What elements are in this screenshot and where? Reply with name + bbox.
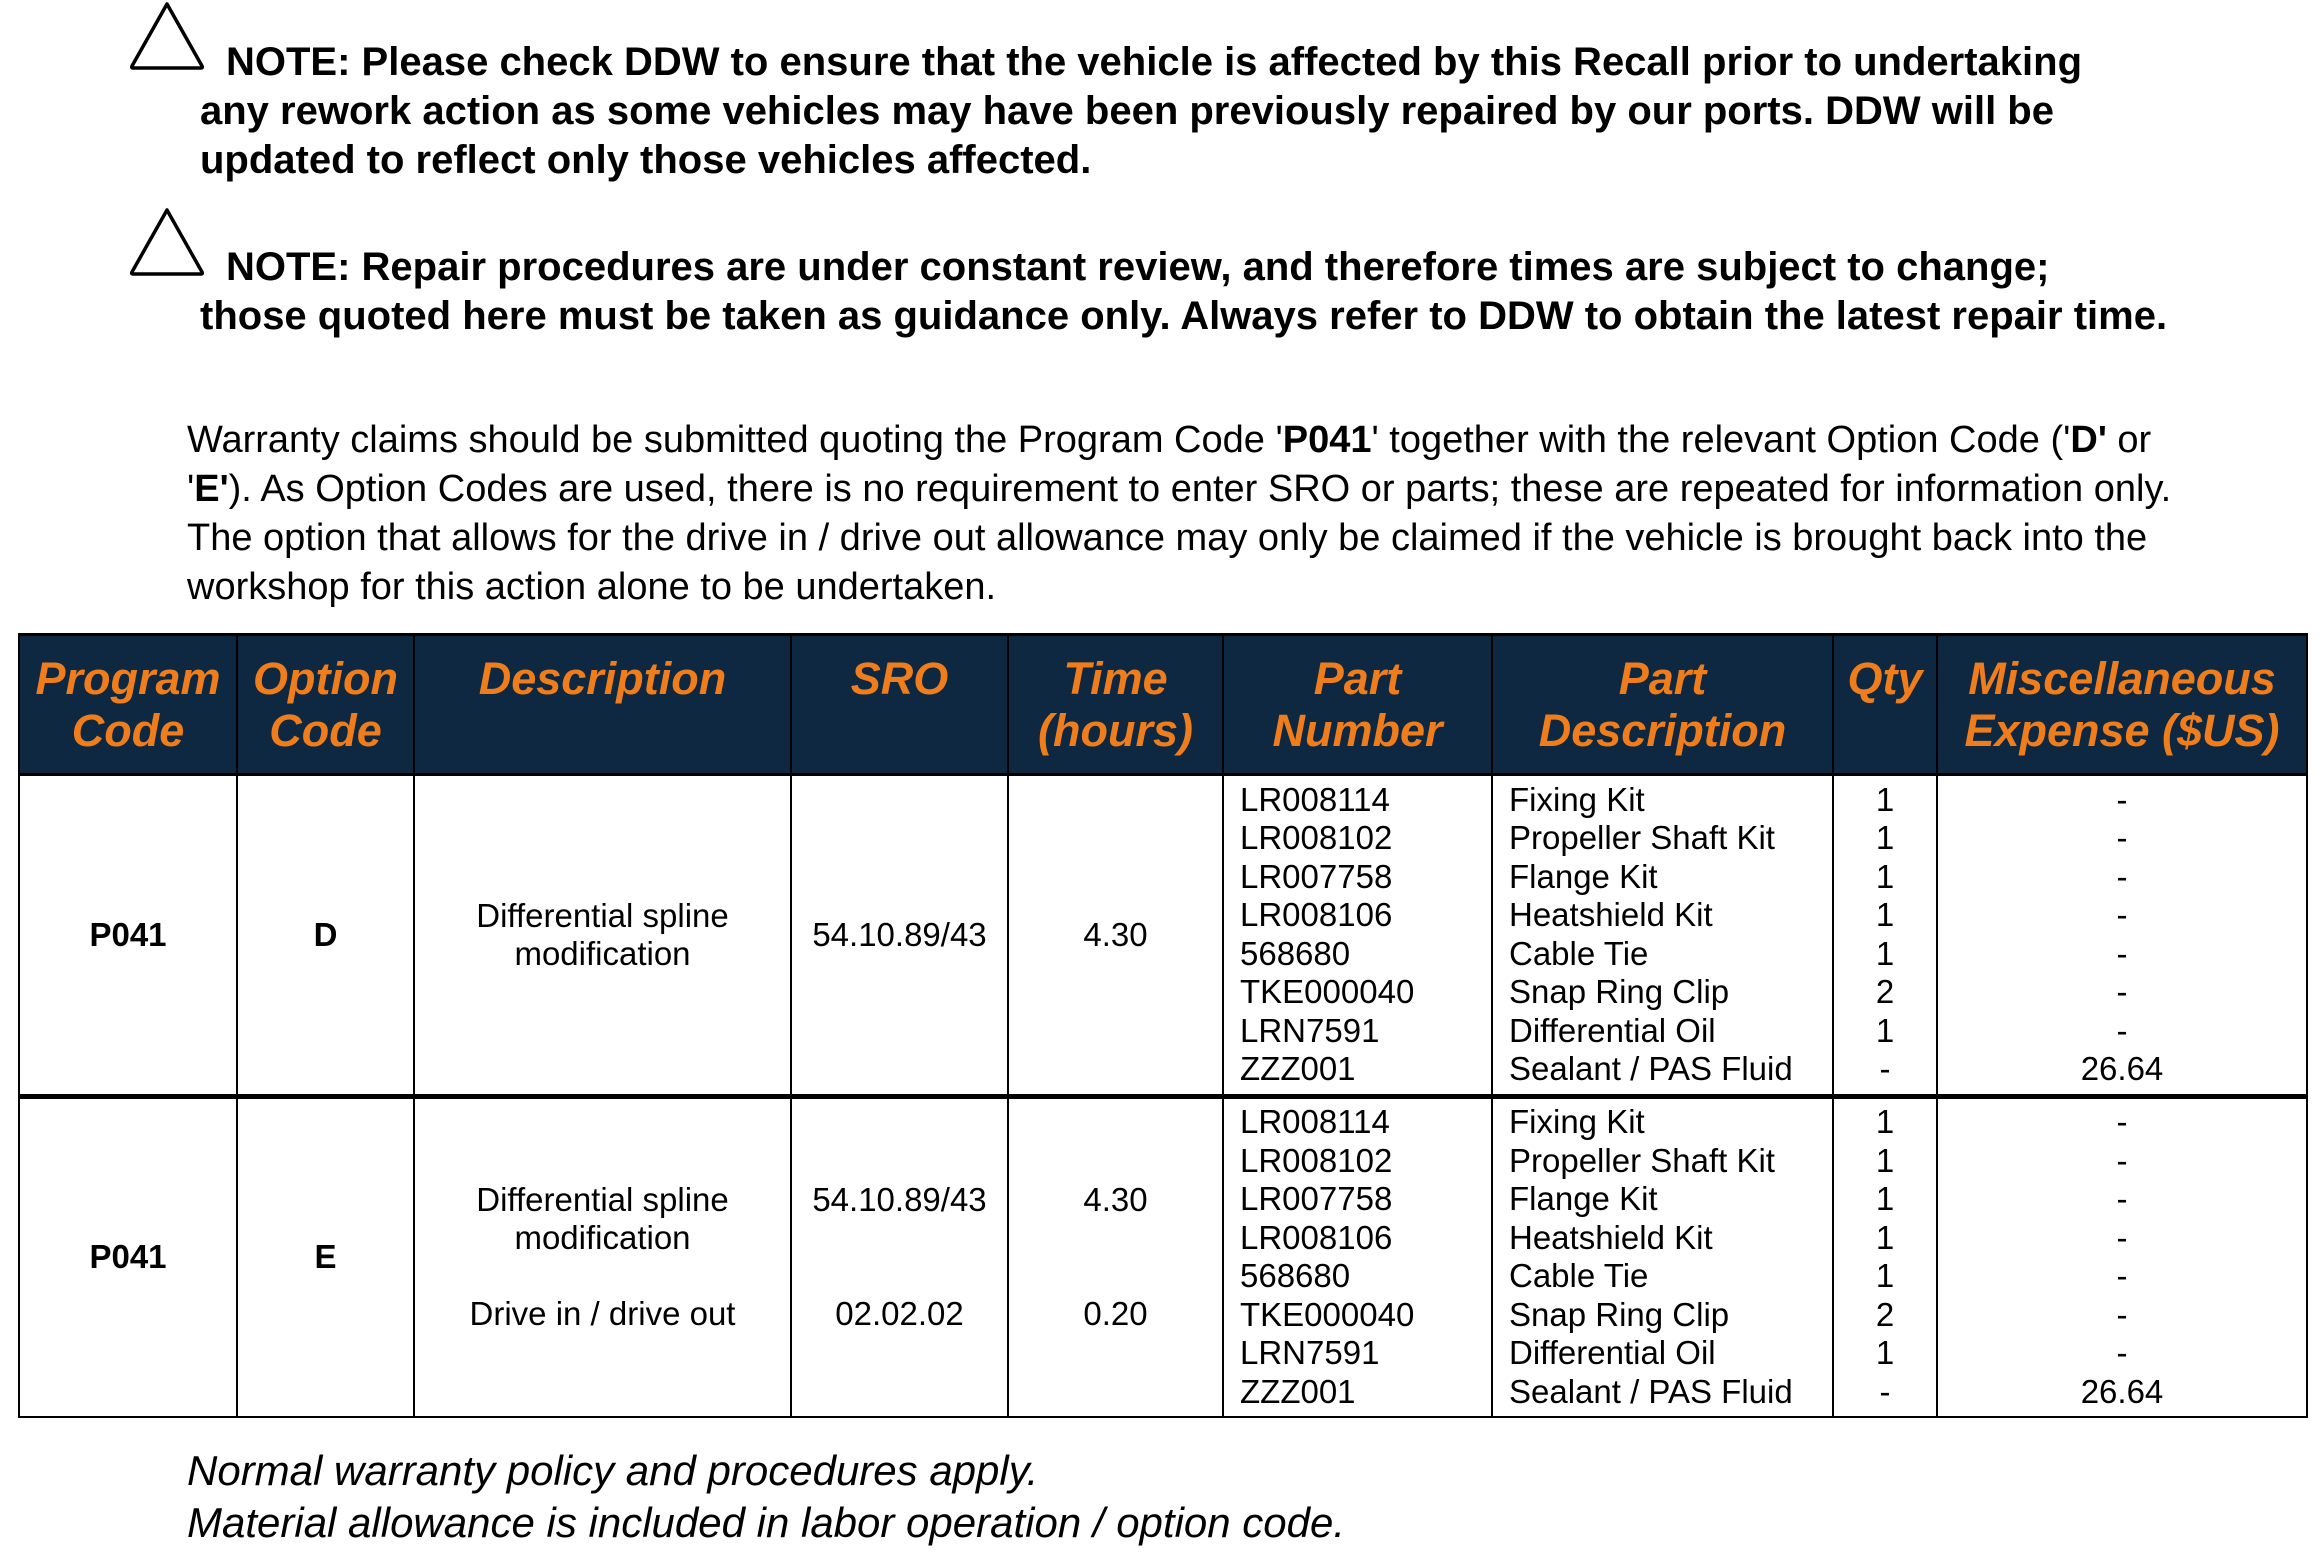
part-number: LR007758 xyxy=(1240,857,1393,895)
part-qty: 1 xyxy=(1875,1257,1895,1295)
part-description: Fixing Kit xyxy=(1509,780,1645,818)
part-qty: 1 xyxy=(1875,934,1895,972)
part-description: Cable Tie xyxy=(1509,934,1649,972)
description-cell: Differential spline modification Drive in / drive out xyxy=(414,1096,791,1417)
misc-expense: - xyxy=(2116,1257,2128,1295)
option-code-cell: D xyxy=(237,775,414,1097)
part-description: Propeller Shaft Kit xyxy=(1509,1141,1775,1179)
misc-expense-cell xyxy=(1937,1096,2307,1417)
part-number-cell xyxy=(1223,775,1492,1097)
misc-expense: - xyxy=(2116,934,2128,972)
part-description: Flange Kit xyxy=(1509,1180,1658,1218)
misc-expense: - xyxy=(2116,1295,2128,1333)
part-qty: 1 xyxy=(1875,857,1895,895)
part-number: ZZZ001 xyxy=(1240,1372,1356,1410)
sro-cell: 54.10.89/43 02.02.02 xyxy=(791,1096,1008,1417)
part-number: LR008114 xyxy=(1240,780,1390,818)
misc-expense: - xyxy=(2116,1334,2128,1372)
time-cell: 4.30 xyxy=(1008,775,1223,1097)
misc-expense: - xyxy=(2116,1141,2128,1179)
recall-options-table xyxy=(18,633,2308,1418)
header-sro: SRO xyxy=(791,635,1008,775)
part-qty: 1 xyxy=(1875,1334,1895,1372)
part-number: LR008106 xyxy=(1240,896,1393,934)
header-description: Description xyxy=(414,635,791,775)
part-qty: 1 xyxy=(1875,1218,1895,1256)
part-qty: 1 xyxy=(1875,1141,1895,1179)
qty-cell xyxy=(1833,775,1937,1097)
part-number: LR008102 xyxy=(1240,1141,1393,1179)
misc-expense: - xyxy=(2116,1218,2128,1256)
misc-expense: 26.64 xyxy=(2080,1050,2164,1088)
part-number: LRN7591 xyxy=(1240,1334,1380,1372)
part-qty: 2 xyxy=(1875,973,1895,1011)
footer-notes xyxy=(187,1445,2187,1549)
recall-note-ddw: NOTE: Please check DDW to ensure that the vehicle is affected by this Recall prior to undertaking any rework action as some vehicles may have been previously repaired by our ports. DDW will be updated to reflect only those vehicles affected. xyxy=(200,40,2083,182)
part-qty: 2 xyxy=(1875,1295,1895,1333)
part-number: 568680 xyxy=(1240,934,1351,972)
part-number: LRN7591 xyxy=(1240,1011,1380,1049)
warning-triangle-icon xyxy=(128,206,206,278)
repair-procedures-note: NOTE: Repair procedures are under constant review, and therefore times are subject to change; those quoted here must be taken as guidance only. Always refer to DDW to obtain the latest repair time. xyxy=(200,245,2168,338)
misc-expense: - xyxy=(2116,973,2128,1011)
misc-expense: - xyxy=(2116,1180,2128,1218)
part-description: Cable Tie xyxy=(1509,1257,1649,1295)
warning-triangle-icon xyxy=(128,0,206,72)
option-code-cell: E xyxy=(237,1096,414,1417)
part-description-cell xyxy=(1492,775,1833,1097)
part-description: Snap Ring Clip xyxy=(1509,973,1730,1011)
part-number: TKE000040 xyxy=(1240,973,1415,1011)
part-qty: 1 xyxy=(1875,819,1895,857)
part-description: Differential Oil xyxy=(1509,1011,1716,1049)
part-number: 568680 xyxy=(1240,1257,1351,1295)
header-part-number: Part Number xyxy=(1223,635,1492,775)
header-misc-expense: Miscellaneous Expense ($US) xyxy=(1937,635,2307,775)
table-row xyxy=(19,1096,2307,1417)
part-description: Differential Oil xyxy=(1509,1334,1716,1372)
part-number: LR008106 xyxy=(1240,1218,1393,1256)
misc-expense: 26.64 xyxy=(2080,1372,2164,1410)
time-cell: 4.30 0.20 xyxy=(1008,1096,1223,1417)
part-description: Propeller Shaft Kit xyxy=(1509,819,1775,857)
misc-expense: - xyxy=(2116,857,2128,895)
table-header-row xyxy=(19,635,2307,775)
footer-line: Normal warranty policy and procedures apply. xyxy=(187,1447,1039,1494)
part-description: Heatshield Kit xyxy=(1509,896,1713,934)
part-description-cell xyxy=(1492,1096,1833,1417)
part-qty: - xyxy=(1879,1372,1891,1410)
misc-expense: - xyxy=(2116,1011,2128,1049)
qty-cell xyxy=(1833,1096,1937,1417)
warranty-claim-instructions: Warranty claims should be submitted quoting the Program Code 'P041' together with the relevant Option Code ('D' or 'E'). As Option Codes are used, there is no requirement to enter SRO or parts; these are repeated for information only. The option that allows for the drive in / drive out allowance may only be claimed if the vehicle is brought back into the workshop for this action alone to be undertaken. xyxy=(187,419,2172,608)
header-part-description: Part Description xyxy=(1492,635,1833,775)
part-number: LR007758 xyxy=(1240,1180,1393,1218)
header-time: Time (hours) xyxy=(1008,635,1223,775)
part-number: LR008102 xyxy=(1240,819,1393,857)
table-row xyxy=(19,775,2307,1097)
program-code-cell: P041 xyxy=(19,1096,237,1417)
part-number: TKE000040 xyxy=(1240,1295,1415,1333)
sro-cell: 54.10.89/43 xyxy=(791,775,1008,1097)
part-qty: 1 xyxy=(1875,1180,1895,1218)
part-qty: 1 xyxy=(1875,1103,1895,1141)
misc-expense: - xyxy=(2116,780,2128,818)
header-option-code: Option Code xyxy=(237,635,414,775)
part-number: ZZZ001 xyxy=(1240,1050,1356,1088)
part-description: Sealant / PAS Fluid xyxy=(1509,1050,1793,1088)
part-number-cell xyxy=(1223,1096,1492,1417)
footer-line: Material allowance is included in labor operation / option code. xyxy=(187,1499,1346,1546)
part-description: Snap Ring Clip xyxy=(1509,1295,1730,1333)
header-program-code: Program Code xyxy=(19,635,237,775)
part-description: Flange Kit xyxy=(1509,857,1658,895)
part-qty: 1 xyxy=(1875,780,1895,818)
program-code-cell: P041 xyxy=(19,775,237,1097)
part-qty: - xyxy=(1879,1050,1891,1088)
misc-expense: - xyxy=(2116,819,2128,857)
part-number: LR008114 xyxy=(1240,1103,1390,1141)
misc-expense: - xyxy=(2116,1103,2128,1141)
part-description: Sealant / PAS Fluid xyxy=(1509,1372,1793,1410)
part-qty: 1 xyxy=(1875,1011,1895,1049)
misc-expense: - xyxy=(2116,896,2128,934)
part-qty: 1 xyxy=(1875,896,1895,934)
header-qty: Qty xyxy=(1833,635,1937,775)
misc-expense-cell xyxy=(1937,775,2307,1097)
part-description: Heatshield Kit xyxy=(1509,1218,1713,1256)
part-description: Fixing Kit xyxy=(1509,1103,1645,1141)
description-cell: Differential spline modification xyxy=(414,775,791,1097)
